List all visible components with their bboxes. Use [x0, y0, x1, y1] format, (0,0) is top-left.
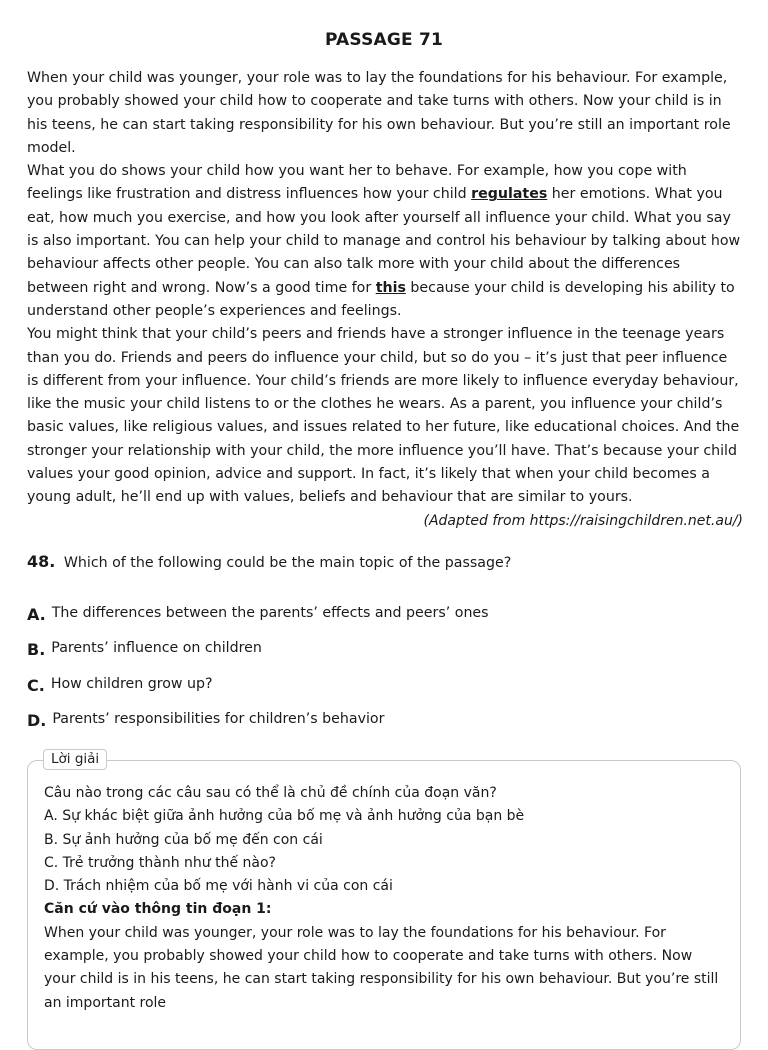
option-text: Parents’ responsibilities for children’s behavior: [52, 710, 385, 727]
passage-paragraph-2: [27, 160, 743, 323]
solution-basis: Căn cứ vào thông tin đoạn 1:: [44, 901, 272, 918]
option-d[interactable]: [27, 711, 743, 746]
option-text: Parents’ influence on children: [51, 640, 262, 657]
highlighted-word-this: this: [375, 279, 406, 296]
solution-option-c: C. Trẻ trưởng thành như thế nào?: [44, 854, 276, 871]
solution-option-d: D. Trách nhiệm của bố mẹ với hành vi của con cái: [44, 878, 393, 895]
passage-paragraph-3: You might think that your child’s peers and friends have a stronger influence in the teenage years than you do. Friends and peers do influence your child, but so do you – it’s just that peer influence is different from your influence. Your child’s friends are more likely to influence everyday behaviour, like the music your child listens to or the clothes he wears. As a parent, you influence your child’s basic values, like religious values, and issues related to her future, like educational choices. And the stronger your relationship with your child, the more influence you’ll have. That’s because your child values your good opinion, advice and support. In fact, it’s likely that when your child becomes a young adult, he’ll end up with values, beliefs and behaviour that are similar to yours.: [27, 326, 740, 506]
reading-passage: [27, 67, 743, 533]
question-48: [27, 552, 743, 571]
option-a[interactable]: [27, 605, 743, 640]
option-letter: A.: [27, 605, 46, 624]
passage-source: (Adapted from https://raisingchildren.net.au/): [423, 512, 743, 529]
question-number: 48.: [27, 552, 56, 571]
option-letter: B.: [27, 640, 46, 660]
option-text: How children grow up?: [50, 675, 213, 692]
passage-text: because your child is developing his ability to understand other people’s experiences and feelings.: [27, 279, 735, 319]
passage-text: What you do shows your child how you want her to behave. For example, how you cope with feelings like frustration and distress influences how your child: [27, 163, 687, 203]
option-letter: D.: [27, 710, 47, 730]
solution-question-translation: Câu nào trong các câu sau có thể là chủ đề chính của đoạn văn?: [44, 785, 497, 801]
question-text: Which of the following could be the main topic of the passage?: [63, 555, 512, 571]
option-b[interactable]: [27, 640, 743, 675]
solution-body: [44, 782, 724, 1015]
option-c[interactable]: [27, 676, 743, 711]
answer-options: [27, 605, 743, 746]
solution-label: Lời giải: [43, 749, 107, 770]
passage-text: her emotions. What you eat, how much you exercise, and how you look after yourself all influence your child. What you say is also important. You can help your child to manage and control his behaviour by talking about how behaviour affects other people. You can also talk more with your child about the differences between right and wrong. Now’s a good time for: [27, 186, 741, 296]
solution-option-a: A. Sự khác biệt giữa ảnh hưởng của bố mẹ và ảnh hưởng của bạn bè: [44, 808, 525, 825]
option-letter: C.: [27, 675, 45, 695]
page-title: PASSAGE 71: [324, 30, 444, 50]
solution-quote: When your child was younger, your role was to lay the foundations for his behaviour. For example, you probably showed your child how to cooperate and take turns with others. Now your child is in his teens, he can start taking responsibility for his own behaviour. But you’re still an important role: [44, 924, 719, 1011]
solution-option-b: B. Sự ảnh hưởng của bố mẹ đến con cái: [44, 831, 323, 848]
passage-paragraph-1: When your child was younger, your role was to lay the foundations for his behaviour. For example, you probably showed your child how to cooperate and take turns with others. Now your child is in his teens, he can start taking responsibility for his own behaviour. But you’re still an important role model.: [27, 70, 731, 156]
option-text: The differences between the parents’ effects and peers’ ones: [51, 605, 489, 621]
highlighted-word-regulates: regulates: [471, 186, 548, 203]
